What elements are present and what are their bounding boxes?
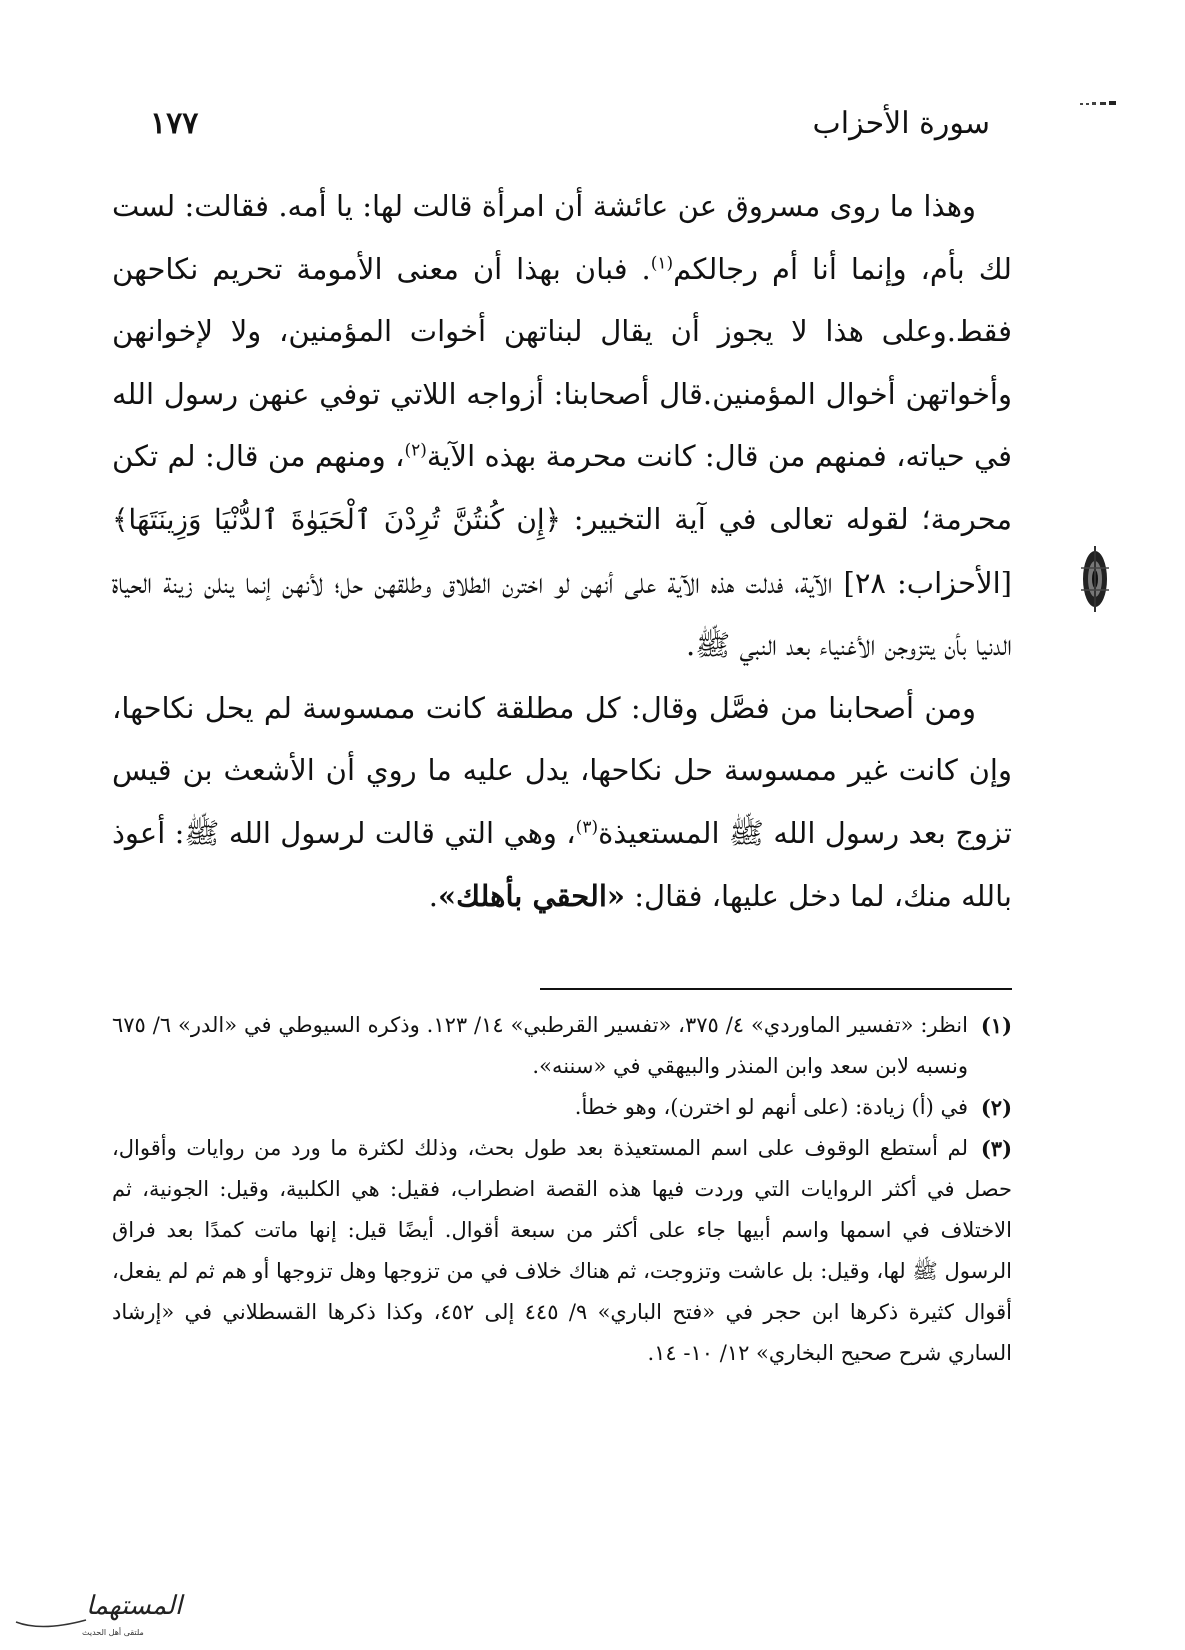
footnote-ref-2: (٢): [404, 440, 427, 461]
footnote-text: انظر: «تفسير الماوردي» ٤/ ٣٧٥، «تفسير القرطبي» ١٤/ ١٢٣. وذكره السيوطي في «الدر» ٦/ ٦٧٥ ونسبه لابن سعد وابن المنذر والبيهقي في «سننه».: [112, 1013, 968, 1078]
logo-text: المستهما: [86, 1591, 183, 1621]
paragraph-1-part-4: [الأحزاب: ٢٨] الآية، فدلت هذه الآية على أنهن لو اخترن الطلاق وطلقهن حل؛ لأنهن إنما ينلن زينة الحياة الدنيا بأن يتزوجن الأغنياء بعد النبي ﷺ.: [112, 565, 1012, 663]
footnote-1: [112, 1005, 1012, 1087]
footnote-text: في (أ) زيادة: (على أنهم لو اخترن)، وهو خطأ.: [574, 1095, 968, 1119]
watermark-logo: [12, 1580, 183, 1640]
paragraph-1-part-2: . فبان بهذا أن معنى الأمومة تحريم نكاحهن فقط.وعلى هذا لا يجوز أن يقال لبناتهن أخوات المؤمنين، ولا لإخوانهن وأخواتهن أخوال المؤمنين.قال أصحابنا: أزواجه اللاتي توفي عنهن رسول الله في حياته، فمنهم من قال: كانت محرمة بهذه الآية: [112, 251, 1012, 474]
paragraph-2: [112, 677, 1012, 927]
footnote-2: [112, 1087, 1012, 1128]
paragraph-2-part-2: ، وهي التي قالت لرسول الله ﷺ: أعوذ بالله منك، لما دخل عليها، فقال:: [112, 815, 1012, 913]
paragraph-1: [112, 175, 1012, 677]
running-head: سورة الأحزاب: [812, 105, 990, 141]
logo-subtext: ملتقى أهل الحديث: [82, 1628, 144, 1637]
page-header: [150, 98, 990, 148]
hadith-quote: «الحقي بأهلك»: [437, 878, 626, 913]
footnote-separator: [540, 988, 1012, 990]
page-number: ١٧٧: [150, 105, 199, 141]
footnote-3: [112, 1128, 1012, 1374]
footnote-number: (٢): [980, 1095, 1012, 1120]
footnote-ref-3: (٣): [575, 817, 599, 838]
footnote-ref-1: (١): [650, 252, 674, 273]
paragraph-1-part-1: وهذا ما روى مسروق عن عائشة أن امرأة قالت لها: يا أمه. فقالت: لست لك بأم، وإنما أنا أم رجالكم: [112, 189, 1012, 286]
paragraph-2-part-1: ومن أصحابنا من فصَّل وقال: كل مطلقة كانت ممسوسة لم يحل نكاحها، وإن كانت غير ممسوسة حل نكاحها، يدل عليه ما روي أن الأشعث بن قيس تزوج بعد رسول الله ﷺ المستعيذة: [112, 690, 1012, 850]
footnote-number: (١): [980, 1013, 1012, 1038]
footnote-number: (٣): [980, 1136, 1012, 1161]
main-text: [112, 175, 1012, 927]
quran-verse: ﴿إِن كُنتُنَّ تُرِدْنَ ٱلْحَيَوٰةَ ٱلدُّنْيَا وَزِينَتَهَا﴾: [112, 502, 562, 536]
ornament-icon: [1078, 546, 1112, 612]
corner-mark-icon: [1080, 92, 1116, 98]
paragraph-2-part-3: .: [428, 878, 438, 913]
footnote-text: لم أستطع الوقوف على اسم المستعيذة بعد طول بحث، وذلك لكثرة ما ورد من روايات وأقوال، حصل في أكثر الروايات التي وردت فيها هذه القصة اضطراب، فقيل: هي الكلبية، وقيل: الجونية، ثم الاختلاف في اسمها واسم أبيها جاء على أكثر من سبعة أقوال. أيضًا قيل: إنها ماتت كمدًا بعد فراق الرسول ﷺ لها، وقيل: بل عاشت وتزوجت، ثم هناك خلاف في من تزوجها وهل تزوجها أو هم ثم لم يفعل، أقوال كثيرة ذكرها ابن حجر في «فتح الباري» ٩/ ٤٤٥ إلى ٤٥٢، وكذا ذكرها القسطلاني في «إرشاد الساري شرح صحيح البخاري» ١٢/ ١٠- ١٤.: [112, 1136, 1013, 1365]
footnotes: [112, 1005, 1012, 1374]
paragraph-1-part-3: ، ومنهم من قال: لم تكن محرمة؛ لقوله تعالى في آية التخيير:: [112, 439, 1012, 536]
